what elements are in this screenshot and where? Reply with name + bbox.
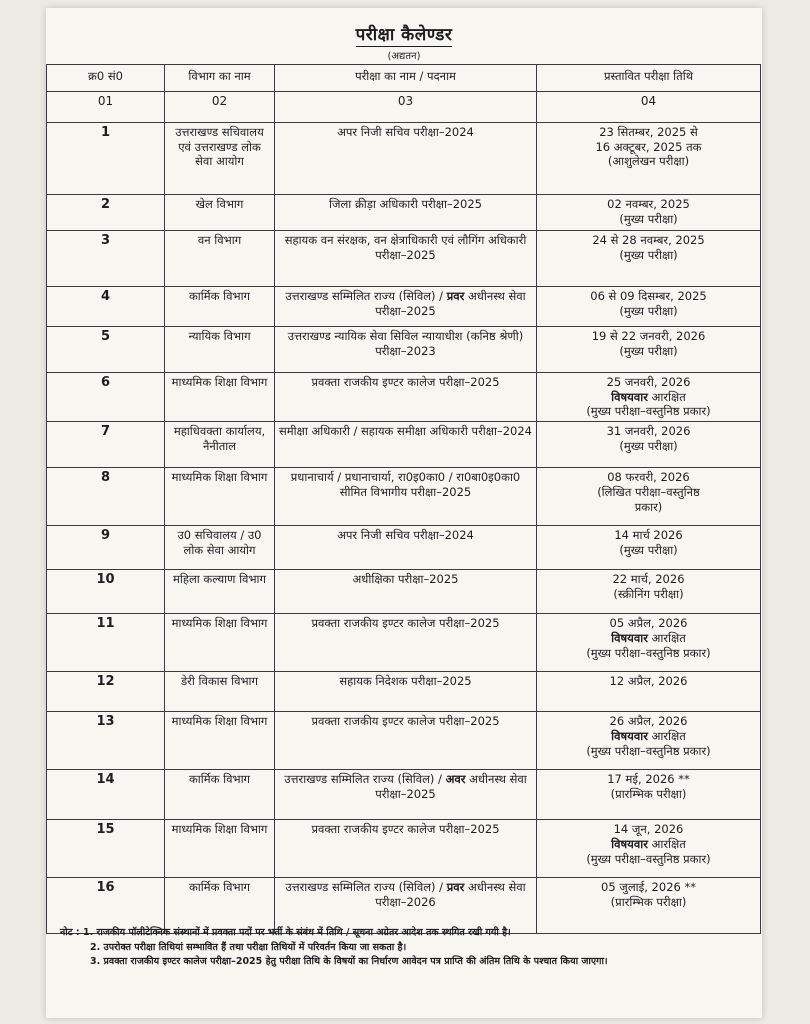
date-line: 14 जून, 2026 <box>613 822 684 837</box>
date-line: (मुख्य परीक्षा–वस्तुनिष्ठ प्रकार) <box>586 404 711 419</box>
exam-name-part: उत्तराखण्ड सम्मिलित राज्य (सिविल) / <box>285 289 447 303</box>
row-department: माध्यमिक शिक्षा विभाग <box>165 820 275 878</box>
row-department: खेल विभाग <box>165 195 275 231</box>
date-line: (मुख्य परीक्षा) <box>619 303 678 318</box>
row-department: माध्यमिक शिक्षा विभाग <box>165 468 275 526</box>
date-line: 24 से 28 नवम्बर, 2025 <box>592 233 705 247</box>
table-row <box>47 570 761 614</box>
row-exam-date <box>537 195 761 231</box>
row-department: कार्मिक विभाग <box>165 878 275 934</box>
exam-name-part: अधीनस्थ सेवा परीक्षा–2025 <box>375 289 526 318</box>
date-line: 26 अप्रैल, 2026 <box>609 714 688 729</box>
row-serial: 10 <box>47 570 165 614</box>
date-line: (आशुलेखन परीक्षा) <box>607 154 690 169</box>
row-serial: 14 <box>47 770 165 820</box>
row-exam-name: अपर निजी सचिव परीक्षा–2024 <box>275 526 537 570</box>
footnote-text: 1. राजकीय पॉलीटेक्निक संस्थानों में प्रवक्ता पदों पर भर्ती के संबंध में तिथि / सूचना अग्रेतर आदेश तक स्थगित रखी गयी है। <box>82 927 511 938</box>
row-exam-name: प्रवक्ता राजकीय इण्टर कालेज परीक्षा–2025 <box>275 614 537 672</box>
row-exam-date <box>537 373 761 422</box>
exam-service-level: प्रवर <box>446 880 465 895</box>
date-line: 19 से 22 जनवरी, 2026 <box>591 329 706 343</box>
row-serial: 8 <box>47 468 165 526</box>
row-serial: 15 <box>47 820 165 878</box>
exam-name-part: उत्तराखण्ड सम्मिलित राज्य (सिविल) / <box>284 772 446 787</box>
table-row <box>47 468 761 526</box>
date-line: 16 अक्टूबर, 2025 तक <box>595 139 702 154</box>
date-line: (स्क्रीनिंग परीक्षा) <box>613 586 684 601</box>
row-serial: 9 <box>47 526 165 570</box>
row-serial: 13 <box>47 712 165 770</box>
date-line: 31 जनवरी, 2026 <box>606 424 691 439</box>
page-title-text: परीक्षा कैलेण्डर <box>355 25 453 45</box>
date-line: 08 फरवरी, 2026 <box>607 470 690 485</box>
row-exam-date <box>537 327 761 373</box>
row-exam-name: सहायक निदेशक परीक्षा–2025 <box>275 672 537 712</box>
row-department: कार्मिक विभाग <box>165 770 275 820</box>
subject-wise-label: विषयवार <box>611 630 648 645</box>
row-exam-date <box>537 526 761 570</box>
row-exam-name: प्रधानाचार्य / प्रधानाचार्या, रा0इ0का0 / रा0बा0इ0का0 सीमित विभागीय परीक्षा–2025 <box>275 468 537 526</box>
footnotes <box>60 926 752 970</box>
row-department: माध्यमिक शिक्षा विभाग <box>165 614 275 672</box>
table-row <box>47 770 761 820</box>
date-line: (मुख्य परीक्षा) <box>619 211 678 226</box>
row-serial: 5 <box>47 327 165 373</box>
row-department: उत्तराखण्ड सचिवालय एवं उत्तराखण्ड लोक सेवा आयोग <box>165 123 275 195</box>
row-exam-date <box>537 287 761 327</box>
header-department: विभाग का नाम <box>165 65 275 92</box>
date-line <box>541 837 756 852</box>
table-row <box>47 287 761 327</box>
footnote-label: नोट : <box>60 927 80 938</box>
reserved-label: आरक्षित <box>647 728 686 743</box>
date-line <box>541 729 756 744</box>
reserved-label: आरक्षित <box>647 630 686 645</box>
date-line: (मुख्य परीक्षा–वस्तुनिष्ठ प्रकार) <box>586 851 711 866</box>
row-exam-date <box>537 672 761 712</box>
row-exam-name: उत्तराखण्ड न्यायिक सेवा सिविल न्यायाधीश (कनिष्ठ श्रेणी) परीक्षा–2023 <box>275 327 537 373</box>
subject-wise-label: विषयवार <box>611 389 648 404</box>
subject-wise-label: विषयवार <box>611 728 648 743</box>
page-title <box>46 22 762 45</box>
row-exam-name: अधीक्षिका परीक्षा–2025 <box>275 570 537 614</box>
row-exam-name: प्रवक्ता राजकीय इण्टर कालेज परीक्षा–2025 <box>275 373 537 422</box>
date-line: (मुख्य परीक्षा) <box>619 343 678 358</box>
row-exam-name: प्रवक्ता राजकीय इण्टर कालेज परीक्षा–2025 <box>275 712 537 770</box>
column-number: 04 <box>537 92 761 123</box>
row-exam-name: समीक्षा अधिकारी / सहायक समीक्षा अधिकारी परीक्षा–2024 <box>275 422 537 468</box>
reserved-label: आरक्षित <box>647 389 686 404</box>
table-row <box>47 820 761 878</box>
row-exam-name <box>275 770 537 820</box>
row-exam-date <box>537 570 761 614</box>
date-line: 12 अप्रैल, 2026 <box>609 674 688 689</box>
table-header-row <box>47 65 761 92</box>
date-line: 25 जनवरी, 2026 <box>606 375 691 389</box>
date-line: 06 से 09 दिसम्बर, 2025 <box>590 289 707 303</box>
row-department: महिला कल्याण विभाग <box>165 570 275 614</box>
footnote-3: 3. प्रवक्ता राजकीय इण्टर कालेज परीक्षा–2025 हेतु परीक्षा तिथि के विषयों का निर्धारण आवेदन पत्र प्राप्ति की अंतिम तिथि के पश्चात किया जाएगा। <box>90 956 608 968</box>
row-department: डेरी विकास विभाग <box>165 672 275 712</box>
column-number-row <box>47 92 761 123</box>
row-exam-date <box>537 123 761 195</box>
table-row <box>47 526 761 570</box>
page-subtitle: (अद्यतन) <box>387 51 421 62</box>
date-line: (प्रारम्भिक परीक्षा) <box>610 894 687 909</box>
date-line: 02 नवम्बर, 2025 <box>607 197 690 211</box>
row-department: माध्यमिक शिक्षा विभाग <box>165 712 275 770</box>
footnote-1 <box>60 926 752 941</box>
subject-wise-label: विषयवार <box>611 836 648 851</box>
row-exam-date <box>537 231 761 287</box>
row-serial: 7 <box>47 422 165 468</box>
row-department: वन विभाग <box>165 231 275 287</box>
reserved-label: आरक्षित <box>647 836 686 851</box>
calendar-sheet <box>46 8 762 1018</box>
row-exam-date <box>537 770 761 820</box>
header-exam-name: परीक्षा का नाम / पदनाम <box>275 65 537 92</box>
row-serial: 16 <box>47 878 165 934</box>
date-line: 05 जुलाई, 2026 ** <box>601 880 696 895</box>
date-line: (मुख्य परीक्षा) <box>619 542 678 557</box>
exam-calendar-table <box>46 64 761 934</box>
column-number: 03 <box>275 92 537 123</box>
row-serial: 4 <box>47 287 165 327</box>
row-serial: 11 <box>47 614 165 672</box>
date-line: (लिखित परीक्षा–वस्तुनिष्ठ <box>597 484 700 499</box>
row-exam-date <box>537 712 761 770</box>
date-line: (मुख्य परीक्षा) <box>619 438 678 453</box>
table-row <box>47 373 761 422</box>
date-line: (मुख्य परीक्षा) <box>619 247 678 262</box>
date-line: (प्रारम्भिक परीक्षा) <box>610 786 687 801</box>
date-line: 17 मई, 2026 ** <box>607 772 690 787</box>
row-serial: 2 <box>47 195 165 231</box>
row-serial: 6 <box>47 373 165 422</box>
date-line: प्रकार) <box>634 499 663 514</box>
date-line <box>541 390 756 405</box>
exam-name-part: उत्तराखण्ड सम्मिलित राज्य (सिविल) / <box>285 880 447 895</box>
exam-name-part: अधीनस्थ सेवा परीक्षा–2026 <box>375 880 526 909</box>
row-department: कार्मिक विभाग <box>165 287 275 327</box>
date-line: 23 सितम्बर, 2025 से <box>599 125 698 139</box>
row-exam-date <box>537 422 761 468</box>
row-department: महाधिवक्ता कार्यालय, नैनीताल <box>165 422 275 468</box>
row-exam-date <box>537 614 761 672</box>
exam-name-part: अधीनस्थ सेवा परीक्षा–2025 <box>375 772 527 801</box>
row-department: माध्यमिक शिक्षा विभाग <box>165 373 275 422</box>
table-row <box>47 123 761 195</box>
row-exam-date <box>537 820 761 878</box>
date-line: 22 मार्च, 2026 <box>612 572 685 587</box>
date-line: (मुख्य परीक्षा–वस्तुनिष्ठ प्रकार) <box>586 645 711 660</box>
row-exam-name: अपर निजी सचिव परीक्षा–2024 <box>275 123 537 195</box>
row-serial: 1 <box>47 123 165 195</box>
date-line <box>541 631 756 646</box>
footnote-2: 2. उपरोक्त परीक्षा तिथियां सम्भावित हैं तथा परीक्षा तिथियों में परिवर्तन किया जा सकता है। <box>90 941 407 953</box>
table-row <box>47 712 761 770</box>
row-serial: 3 <box>47 231 165 287</box>
header-exam-date: प्रस्तावित परीक्षा तिथि <box>537 65 761 92</box>
exam-service-level: अवर <box>445 772 466 787</box>
table-row <box>47 614 761 672</box>
row-exam-name <box>275 287 537 327</box>
header-serial: क्र0 सं0 <box>47 65 165 92</box>
row-exam-name: प्रवक्ता राजकीय इण्टर कालेज परीक्षा–2025 <box>275 820 537 878</box>
table-row <box>47 672 761 712</box>
column-number: 02 <box>165 92 275 123</box>
table-row <box>47 231 761 287</box>
date-line: 05 अप्रैल, 2026 <box>609 616 688 631</box>
row-department: उ0 सचिवालय / उ0 लोक सेवा आयोग <box>165 526 275 570</box>
table-row <box>47 327 761 373</box>
column-number: 01 <box>47 92 165 123</box>
exam-service-level: प्रवर <box>446 289 465 303</box>
row-exam-name: सहायक वन संरक्षक, वन क्षेत्राधिकारी एवं लौगिंग अधिकारी परीक्षा–2025 <box>275 231 537 287</box>
row-exam-name: जिला क्रीड़ा अधिकारी परीक्षा–2025 <box>275 195 537 231</box>
row-department: न्यायिक विभाग <box>165 327 275 373</box>
table-row <box>47 422 761 468</box>
row-serial: 12 <box>47 672 165 712</box>
table-row <box>47 195 761 231</box>
row-exam-date <box>537 468 761 526</box>
date-line: (मुख्य परीक्षा–वस्तुनिष्ठ प्रकार) <box>586 743 711 758</box>
date-line: 14 मार्च 2026 <box>614 528 683 543</box>
